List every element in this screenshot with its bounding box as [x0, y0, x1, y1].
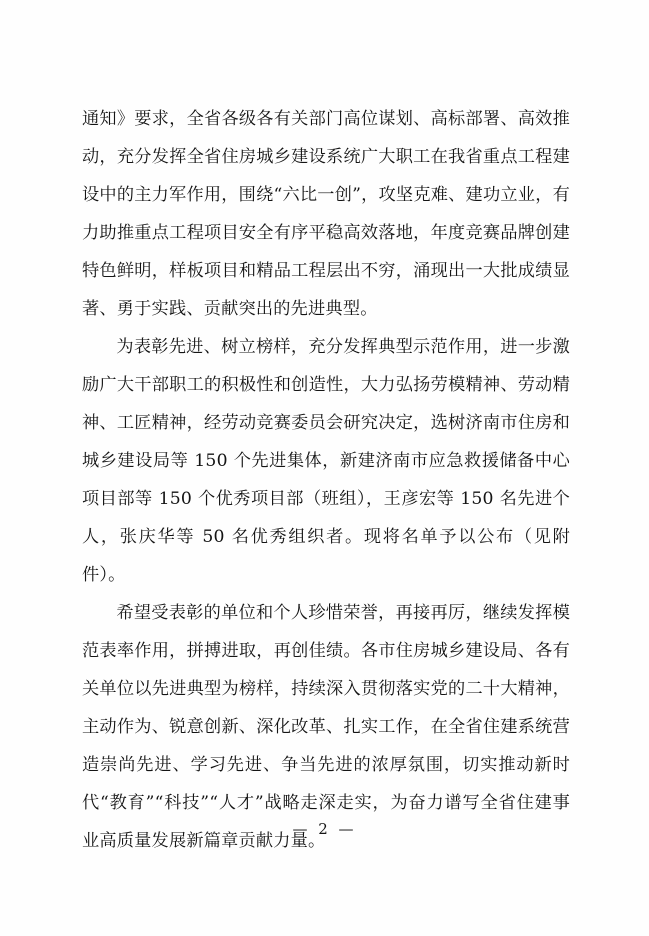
paragraph-3: 希望受表彰的单位和个人珍惜荣誉，再接再厉，继续发挥模范表率作用，拼搏进取，再创佳绩。各市住房城乡建设局、各有关单位以先进典型为榜样，持续深入贯彻落实党的二十大精神，主动作为、锐意创新、深化改革、扎实工作，在全省住建系统营造崇尚先进、学习先进、争当先进的浓厚氛围，切实推动新时代“教育”“科技”“人才”战略走深走实，为奋力谱写全省住建事业高质量发展新篇章贡献力量。 [82, 603, 570, 851]
document-body [82, 100, 570, 860]
paragraph-1: 通知》要求，全省各级各有关部门高位谋划、高标部署、高效推动，充分发挥全省住房城乡建设系统广大职工在我省重点工程建设中的主力军作用，围绕“六比一创”，攻坚克难、建功立业，有力助推重点工程项目安全有序平稳高效落地，年度竞赛品牌创建特色鲜明，样板项目和精品工程层出不穷，涌现出一大批成绩显著、勇于实践、贡献突出的先进典型。 [82, 109, 570, 319]
paragraph-2: 为表彰先进、树立榜样，充分发挥典型示范作用，进一步激励广大干部职工的积极性和创造性，大力弘扬劳模精神、劳动精神、工匠精神，经劳动竞赛委员会研究决定，选树济南市住房和城乡建设局等 150 个先进集体，新建济南市应急救援储备中心项目部等 150 个优秀项目部（班组），王彦宏等 150 名先进个人，张庆华等 50 名优秀组织者。现将名单予以公布（见附件）。 [82, 337, 570, 585]
page-number: — 2 — [292, 820, 357, 838]
